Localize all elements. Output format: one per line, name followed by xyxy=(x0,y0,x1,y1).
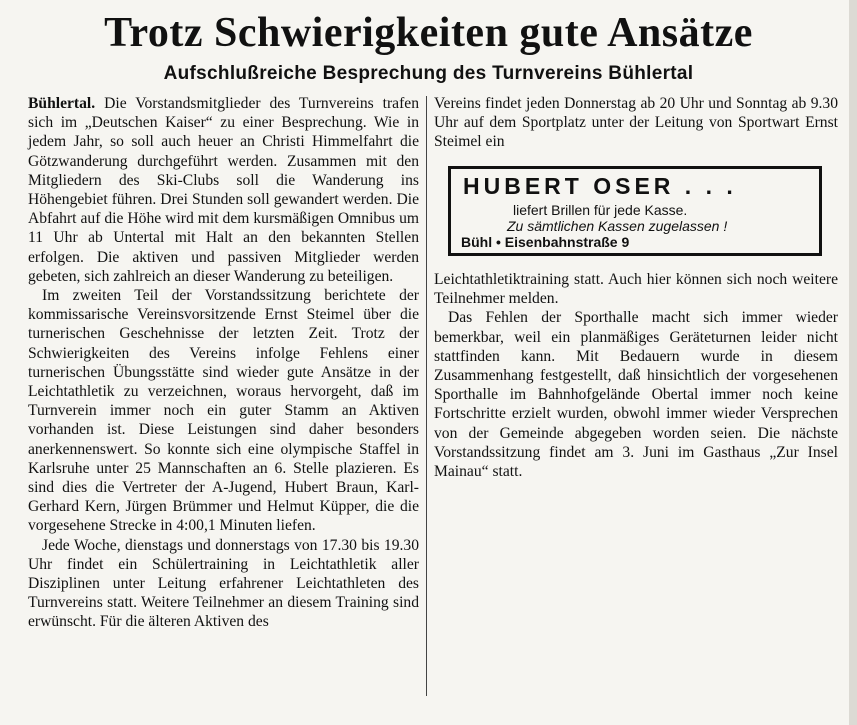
dateline: Bühlertal. xyxy=(28,95,96,112)
right-column-top xyxy=(434,94,838,152)
paragraph-3: Jede Woche, dienstags und donnerstags von 17.30 bis 19.30 Uhr findet ein Schülertraining in Leichtathletik aller Disziplinen unter Leitung erfahrener Leichtathleten des Turnvereins statt. Weitere Teilnehmer an diesem Training sind erwünscht. Für die älteren Aktiven des xyxy=(28,536,419,631)
paragraph-1 xyxy=(28,94,419,286)
article-headline: Trotz Schwierigkeiten gute Ansätze xyxy=(104,10,753,56)
ad-tagline: liefert Brillen für jede Kasse. xyxy=(513,202,688,218)
paragraph-1-text: Die Vorstandsmitglieder des Turnvereins trafen sich im „Deutschen Kaiser“ zu einer Besprechung. Wie in jedem Jahr, so soll auch heuer an Christi Himmelfahrt die Götzwanderung durchgeführt werden. Zusammen mit den Mitgliedern des Ski-Clubs soll die Wanderung ins Höhengebiet führen. Drei Stunden soll gewandert werden. Die Abfahrt auf die Höhe wird mit dem kursmäßigen Omnibus um 11 Uhr ab Untertal mit Halt an den bekannten Stellen erfolgen. Die aktiven und passiven Mitglieder werden gebeten, sich zahlreich an dieser Wanderung zu beteiligen. xyxy=(28,95,420,285)
paragraph-5: Leichtathletiktraining statt. Auch hier können sich noch weitere Teilnehmer melden. xyxy=(434,271,838,308)
article-subheadline: Aufschlußreiche Besprechung des Turnvereins Bühlertal xyxy=(163,63,694,84)
scan-edge xyxy=(849,0,857,725)
ad-accreditation: Zu sämtlichen Kassen zugelassen ! xyxy=(507,218,728,234)
left-column xyxy=(28,94,419,632)
column-divider xyxy=(426,96,427,696)
advertisement-box xyxy=(448,166,822,256)
ad-address: Bühl • Eisenbahnstraße 9 xyxy=(461,234,630,250)
paragraph-6: Das Fehlen der Sporthalle macht sich immer wieder bemerkbar, weil ein planmäßiges Geräteturnen leider nicht stattfinden kann. Mit Bedauern wurde in diesem Zusammenhang festgestellt, daß hinsichtlich der vorgesehenen Sporthalle im Bahnhofgelände Obertal immer noch keine Fortschritte erzielt wurden, obwohl immer wieder Versprechen von der Gemeinde abgegeben worden seien. Die nächste Vorstandssitzung findet am 3. Juni im Gasthaus „Zur Insel Mainau“ statt. xyxy=(434,309,838,481)
paragraph-4: Vereins findet jeden Donnerstag ab 20 Uhr und Sonntag ab 9.30 Uhr auf dem Sportplatz unter der Leitung von Sportwart Ernst Steimel ein xyxy=(434,95,838,151)
paragraph-2: Im zweiten Teil der Vorstandssitzung berichtete der kommissarische Vereinsvorsitzende Ernst Steimel über die turnerischen Geschehnisse der letzten Zeit. Trotz der Schwierigkeiten des Vereins infolge Fehlens einer turnerischen Übungsstätte sind wieder gute Ansätze in der Leichtathletik zu verzeichnen, woraus hervorgeht, daß im Turnverein immer noch ein guter Stamm an Aktiven vorhanden ist. Diese Leistungen sind daher besonders anerkennenswert. So konnte sich eine olympische Staffel in Karlsruhe unter 25 Mannschaften an 6. Stelle plazieren. Es sind dies die Vertreter der A-Jugend, Hubert Braun, Karl-Gerhard Kern, Jürgen Brümmer und Helmut Küpper, die die vorgesehene Strecke in 4:00,1 Minuten liefen. xyxy=(28,287,419,535)
right-column-bottom xyxy=(434,270,838,481)
advertiser-name: HUBERT OSER . . . xyxy=(463,173,737,199)
